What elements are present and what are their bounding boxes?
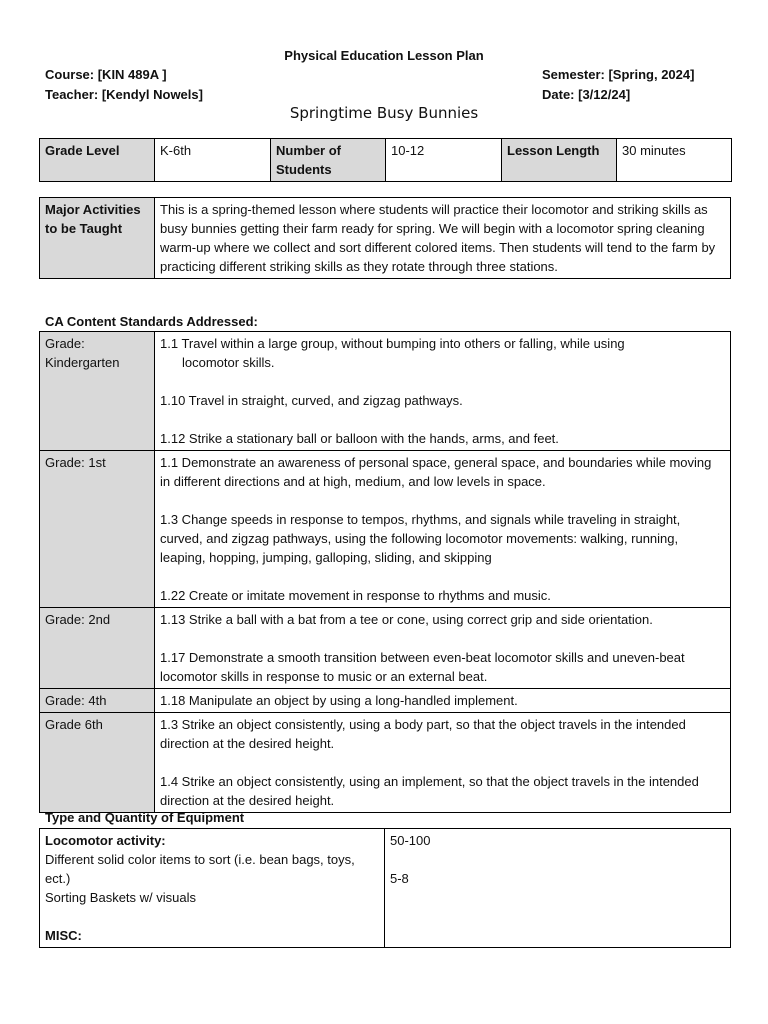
grade-6th: Grade 6th xyxy=(40,713,155,813)
standards-heading: CA Content Standards Addressed: xyxy=(45,314,258,329)
standard-text: 1.4 Strike an object consistently, using an implement, so that the object travels in the intended direction at the desired height. xyxy=(160,774,699,808)
students-value: 10-12 xyxy=(386,139,502,182)
standard-text: 1.13 Strike a ball with a bat from a tee or cone, using correct grip and side orientation. xyxy=(160,612,653,627)
document-title: Physical Education Lesson Plan xyxy=(284,48,484,63)
standard-text: 1.1 Travel within a large group, without bumping into others or falling, while using xyxy=(160,336,625,351)
lesson-length-label: Lesson Length xyxy=(502,139,617,182)
equipment-quantity: 50-100 xyxy=(390,833,431,848)
lesson-length-value: 30 minutes xyxy=(617,139,732,182)
standard-text: 1.18 Manipulate an object by using a long-handled implement. xyxy=(160,693,518,708)
students-label: Number of Students xyxy=(271,139,386,182)
equipment-heading: Type and Quantity of Equipment xyxy=(45,810,245,825)
grade-2nd: Grade: 2nd xyxy=(40,608,155,689)
standard-text: 1.12 Strike a stationary ball or balloon with the hands, arms, and feet. xyxy=(160,431,559,446)
standards-row-2nd xyxy=(40,608,731,689)
grade-1st: Grade: 1st xyxy=(40,451,155,608)
standards-row-1st xyxy=(40,451,731,608)
misc-label: MISC: xyxy=(45,928,82,943)
lesson-info-table xyxy=(39,138,732,182)
semester-label: Semester: [Spring, 2024] xyxy=(542,67,695,82)
activities-text: This is a spring-themed lesson where students will practice their locomotor and striking skills as busy bunnies getting their farm ready for spring. We will begin with a locomotor spring cleaning warm-up where we collect and sort different colored items. Then students will tend to the farm by practicing different striking skills as they rotate through three stations. xyxy=(155,198,731,279)
equipment-item: Sorting Baskets w/ visuals xyxy=(45,890,197,905)
standard-text: 1.3 Change speeds in response to tempos, rhythms, and signals while traveling in straight, curved, and zigzag pathways, using the following locomotor movements: walking, running, leaping, hopping, jumping, galloping, sliding, and skipping xyxy=(160,512,681,565)
standard-text: 1.3 Strike an object consistently, using a body part, so that the object travels in the intended direction at the desired height. xyxy=(160,717,686,751)
standards-row-kindergarten xyxy=(40,332,731,451)
teacher-label: Teacher: [Kendyl Nowels] xyxy=(45,87,203,102)
standard-text: 1.22 Create or imitate movement in response to rhythms and music. xyxy=(160,588,551,603)
equipment-table xyxy=(39,828,731,948)
course-label: Course: [KIN 489A ] xyxy=(45,67,167,82)
grade-4th: Grade: 4th xyxy=(40,689,155,713)
standards-row-6th xyxy=(40,713,731,813)
standard-text: locomotor skills. xyxy=(182,355,275,370)
standard-text: 1.17 Demonstrate a smooth transition between even-beat locomotor skills and uneven-beat locomotor skills in response to music or an external beat. xyxy=(160,650,685,684)
grade-kindergarten: Grade: Kindergarten xyxy=(40,332,155,451)
activities-label: Major Activities to be Taught xyxy=(40,198,155,279)
grade-level-value: K-6th xyxy=(155,139,271,182)
standard-text: 1.10 Travel in straight, curved, and zigzag pathways. xyxy=(160,393,463,408)
locomotor-label: Locomotor activity: xyxy=(45,833,166,848)
equipment-quantity: 5-8 xyxy=(390,871,409,886)
equipment-item: Different solid color items to sort (i.e. bean bags, toys, ect.) xyxy=(45,852,355,886)
standards-table xyxy=(39,331,731,813)
standard-text: 1.1 Demonstrate an awareness of personal space, general space, and boundaries while moving in different directions and at high, medium, and low levels in space. xyxy=(160,455,712,489)
date-label: Date: [3/12/24] xyxy=(542,87,631,102)
activities-table xyxy=(39,197,731,279)
standards-row-4th xyxy=(40,689,731,713)
grade-level-label: Grade Level xyxy=(40,139,155,182)
lesson-title: Springtime Busy Bunnies xyxy=(289,104,479,122)
